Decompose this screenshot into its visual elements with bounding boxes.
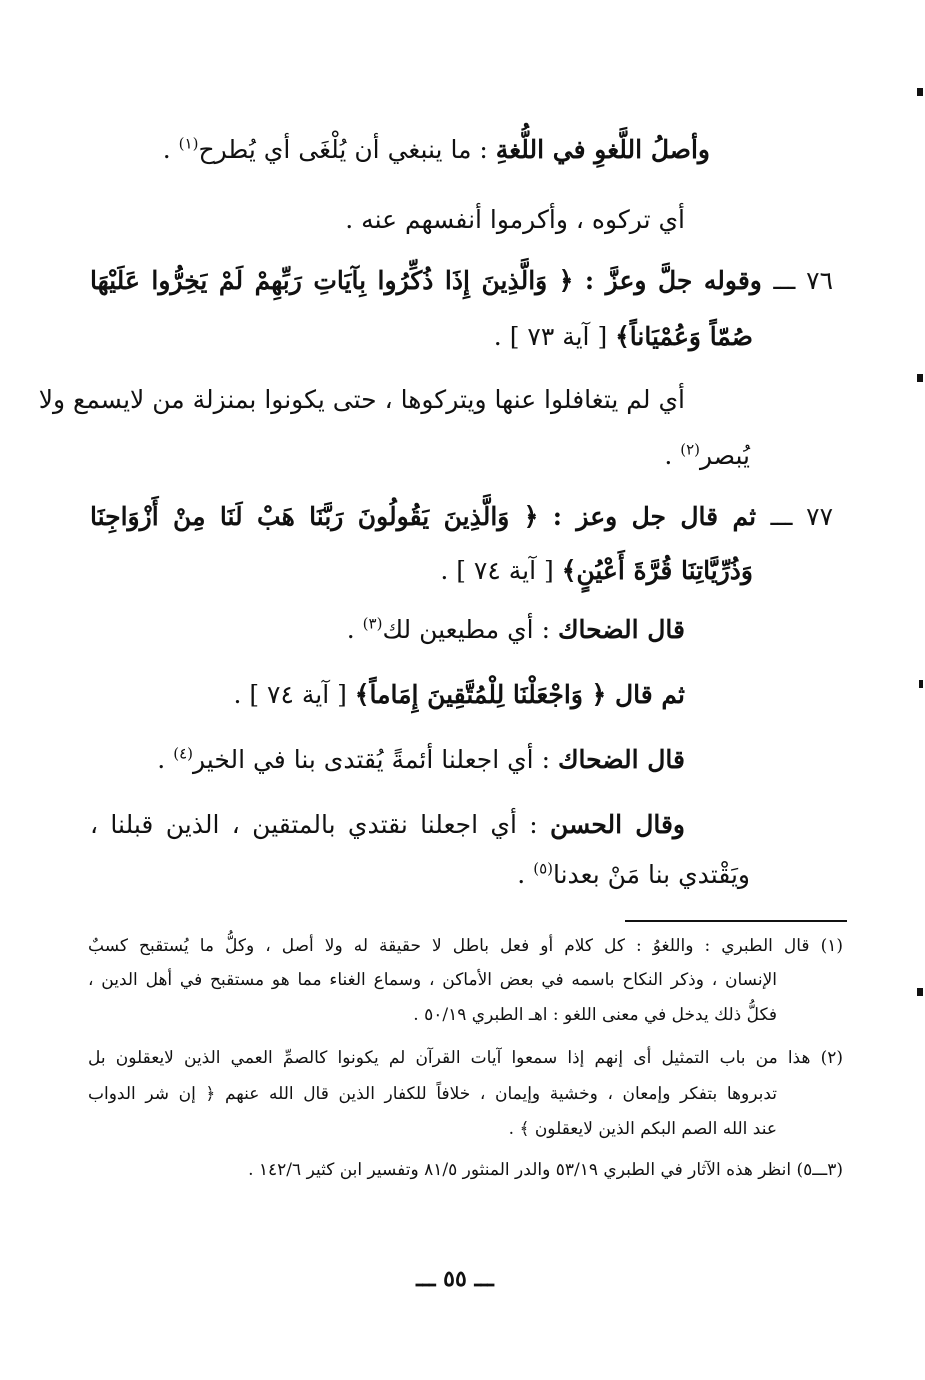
margin-mark <box>919 680 923 688</box>
text-span: : ما ينبغي أن يُلْغَى أي يُطرح <box>198 135 496 164</box>
text-span: : أي مطيعين لك <box>382 615 558 644</box>
footnote-line: فكلُّ ذلك يدخل في معنى اللغو : اهـ الطبري ٥٠/١٩ . <box>413 1005 777 1025</box>
paragraph-line <box>517 860 750 889</box>
speaker-name: وقال الحسن <box>550 810 685 839</box>
paragraph-line <box>664 441 750 470</box>
bold-phrase: ثم قال جل وعز : ﴿ وَالَّذِينَ يَقُولُونَ رَبَّنَا هَبْ لَنَا مِنْ أَزْوَاجِنَا <box>90 502 771 531</box>
text-span: . <box>346 615 363 644</box>
text-span: . <box>664 441 681 470</box>
item-number: ٧٧ ـــ <box>770 502 833 531</box>
text-span: يُبصر <box>700 441 750 470</box>
footnote-ref: (٢) <box>680 440 701 459</box>
paragraph-line <box>233 680 685 709</box>
margin-mark <box>917 88 923 96</box>
margin-mark <box>917 988 923 996</box>
verse-text: ثم قال ﴿ وَاجْعَلْنَا لِلْمُتَّقِينَ إِمَاماً﴾ <box>354 680 685 709</box>
bold-phrase: وقوله جلَّ وعزَّ : ﴿ وَالَّذِينَ إِذَا ذُكِّرُوا بِآيَاتِ رَبِّهِمْ لَمْ يَخِرُّوا عَلَيْهَا <box>90 266 774 295</box>
footnote-line: (٢) هذا من باب التمثيل أى إنهم إذا سمعوا آيات القرآن لم يكونوا كالصمِّ العمي الذين لايعقلون بل <box>88 1048 843 1068</box>
text-span: : أي اجعلنا أئمةً يُقتدى بنا في الخير <box>192 745 558 774</box>
paragraph-line <box>90 502 833 531</box>
paragraph-line <box>494 322 753 351</box>
paragraph-line <box>157 745 685 774</box>
text-span: . <box>517 860 534 889</box>
page-number: ـــ ٥٥ ـــ <box>416 1266 494 1292</box>
verse-ref: [ آية ٧٣ ] . <box>493 322 616 351</box>
text-span: : أي اجعلنا نقتدي بالمتقين ، الذين قبلنا ، <box>90 810 551 839</box>
footnote-ref: (٥) <box>533 859 553 878</box>
footnote-line: الإنسان ، وذكر النكاح باسمه في بعض الأماكن ، وسماع الغناء مما هو مستقبح في أهل الدين ، <box>88 970 777 990</box>
text-span: ويَقْتدي بنا مَنْ بعدنا <box>552 860 750 889</box>
speaker-name: قال الضحاك <box>557 745 685 774</box>
paragraph-line <box>440 556 753 585</box>
text-span: . <box>157 745 174 774</box>
footnote-separator <box>625 920 847 922</box>
paragraph-line <box>90 266 833 295</box>
footnote-ref: (٣) <box>362 614 383 633</box>
margin-mark <box>917 374 923 382</box>
paragraph-line: أي لم يتغافلوا عنها ويتركوها ، حتى يكونوا بمنزلة من لايسمع ولا <box>38 385 685 414</box>
paragraph-line <box>90 810 685 839</box>
bold-phrase: وأصلُ اللَّغوِ في اللُّغةِ <box>495 135 710 164</box>
paragraph-line <box>347 615 685 644</box>
footnote-line: (١) قال الطبري : واللغوُ : كل كلام أو فعل باطل لا حقيقة له ولا أصل ، وكلُّ ما يُستقبح كسبٌ <box>88 936 843 956</box>
verse-text: صُمّاً وَعُمْيَاناً﴾ <box>615 322 753 351</box>
paragraph-line: أي تركوه ، وأكرموا أنفسهم عنه . <box>345 205 685 234</box>
footnote-line: عند الله الصم البكم الذين لايعقلون ﴾ . <box>508 1119 777 1139</box>
footnote-line: تدبروها بتفكر وإمعان ، وخشية وإيمان ، خلافاً للكفار الذين قال الله عنهم ﴿ إن شر الدواب <box>88 1084 777 1104</box>
verse-ref: [ آية ٧٤ ] . <box>440 556 562 585</box>
footnote-ref: (٤) <box>173 744 193 763</box>
speaker-name: قال الضحاك <box>557 615 685 644</box>
verse-text: وَذُرِّيَّاتِنَا قُرَّةَ أَعْيُنٍ﴾ <box>561 556 753 585</box>
footnote-ref: (١) <box>178 134 199 153</box>
item-number: ٧٦ ـــ <box>773 266 833 295</box>
verse-ref: [ آية ٧٤ ] . <box>233 680 355 709</box>
text-span: . <box>162 135 179 164</box>
footnote-line: (٣ـــ٥) انظر هذه الآثار في الطبري ٥٣/١٩ والدر المنثور ٨١/٥ وتفسير ابن كثير ١٤٢/٦ . <box>248 1160 843 1180</box>
paragraph-line <box>163 135 710 164</box>
